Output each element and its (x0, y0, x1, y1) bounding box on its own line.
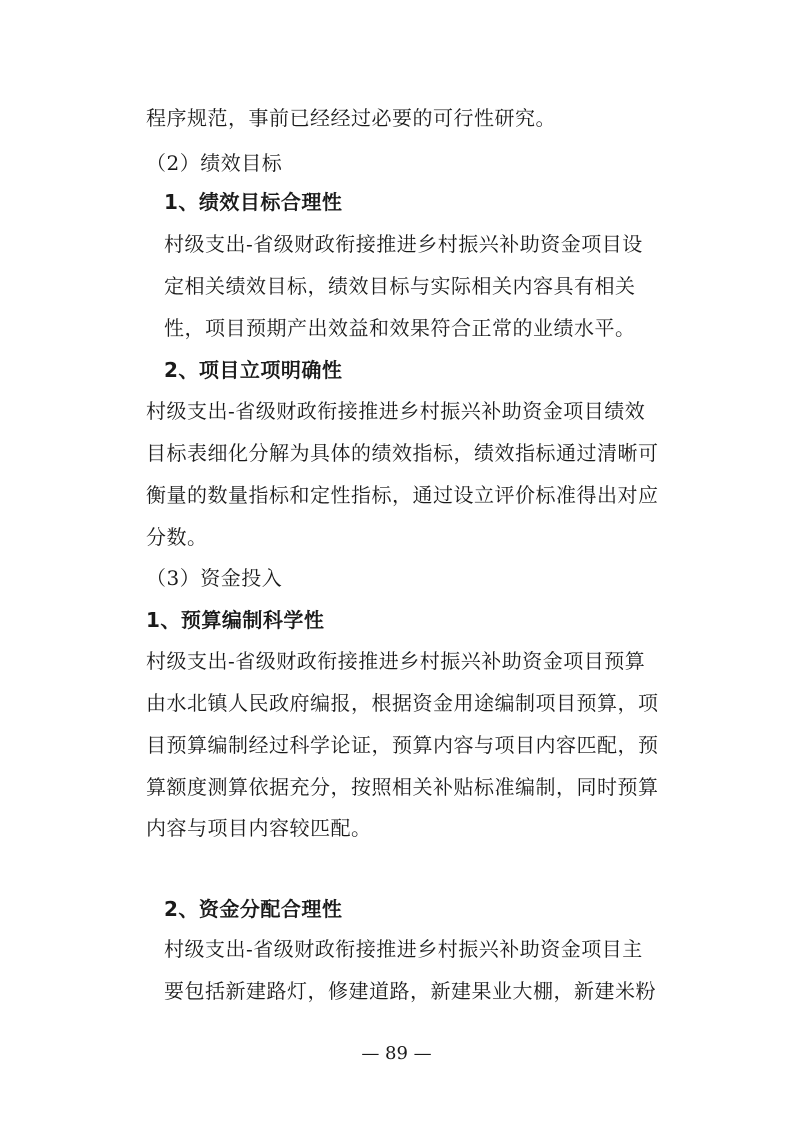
body-text-line: 村级支出-省级财政衔接推进乡村振兴补助资金项目主 (164, 937, 643, 961)
body-text-line: 分数。 (146, 525, 208, 549)
body-text-line: 目预算编制经过科学论证，预算内容与项目内容匹配，预 (146, 733, 659, 757)
body-text-line: 算额度测算依据充分，按照相关补贴标准编制，同时预算 (146, 775, 659, 799)
subsection-heading: 1、预算编制科学性 (146, 608, 325, 632)
body-text-line: 程序规范，事前已经经过必要的可行性研究。 (146, 106, 556, 130)
body-text-line: 村级支出-省级财政衔接推进乡村振兴补助资金项目预算 (146, 649, 646, 673)
page-number: — 89 — (361, 1043, 432, 1064)
subsection-heading: 2、项目立项明确性 (164, 358, 343, 382)
section-heading: （2）绩效目标 (146, 151, 283, 175)
subsection-heading: 1、绩效目标合理性 (164, 190, 343, 214)
subsection-heading: 2、资金分配合理性 (164, 897, 343, 921)
body-text-line: 目标表细化分解为具体的绩效指标，绩效指标通过清晰可 (146, 441, 659, 465)
body-text-line: 衡量的数量指标和定性指标，通过设立评价标准得出对应 (146, 483, 659, 507)
body-text-line: 性，项目预期产出效益和效果符合正常的业绩水平。 (164, 316, 636, 340)
body-text-line: 村级支出-省级财政衔接推进乡村振兴补助资金项目设 (164, 232, 643, 256)
body-text-line: 定相关绩效目标，绩效目标与实际相关内容具有相关 (164, 274, 636, 298)
body-text-line: 内容与项目内容较匹配。 (146, 816, 372, 840)
body-text-line: 村级支出-省级财政衔接推进乡村振兴补助资金项目绩效 (146, 399, 646, 423)
body-text-line: 由水北镇人民政府编报，根据资金用途编制项目预算，项 (146, 691, 659, 715)
section-heading: （3）资金投入 (146, 566, 283, 590)
body-text-line: 要包括新建路灯，修建道路，新建果业大棚，新建米粉 (164, 979, 656, 1003)
